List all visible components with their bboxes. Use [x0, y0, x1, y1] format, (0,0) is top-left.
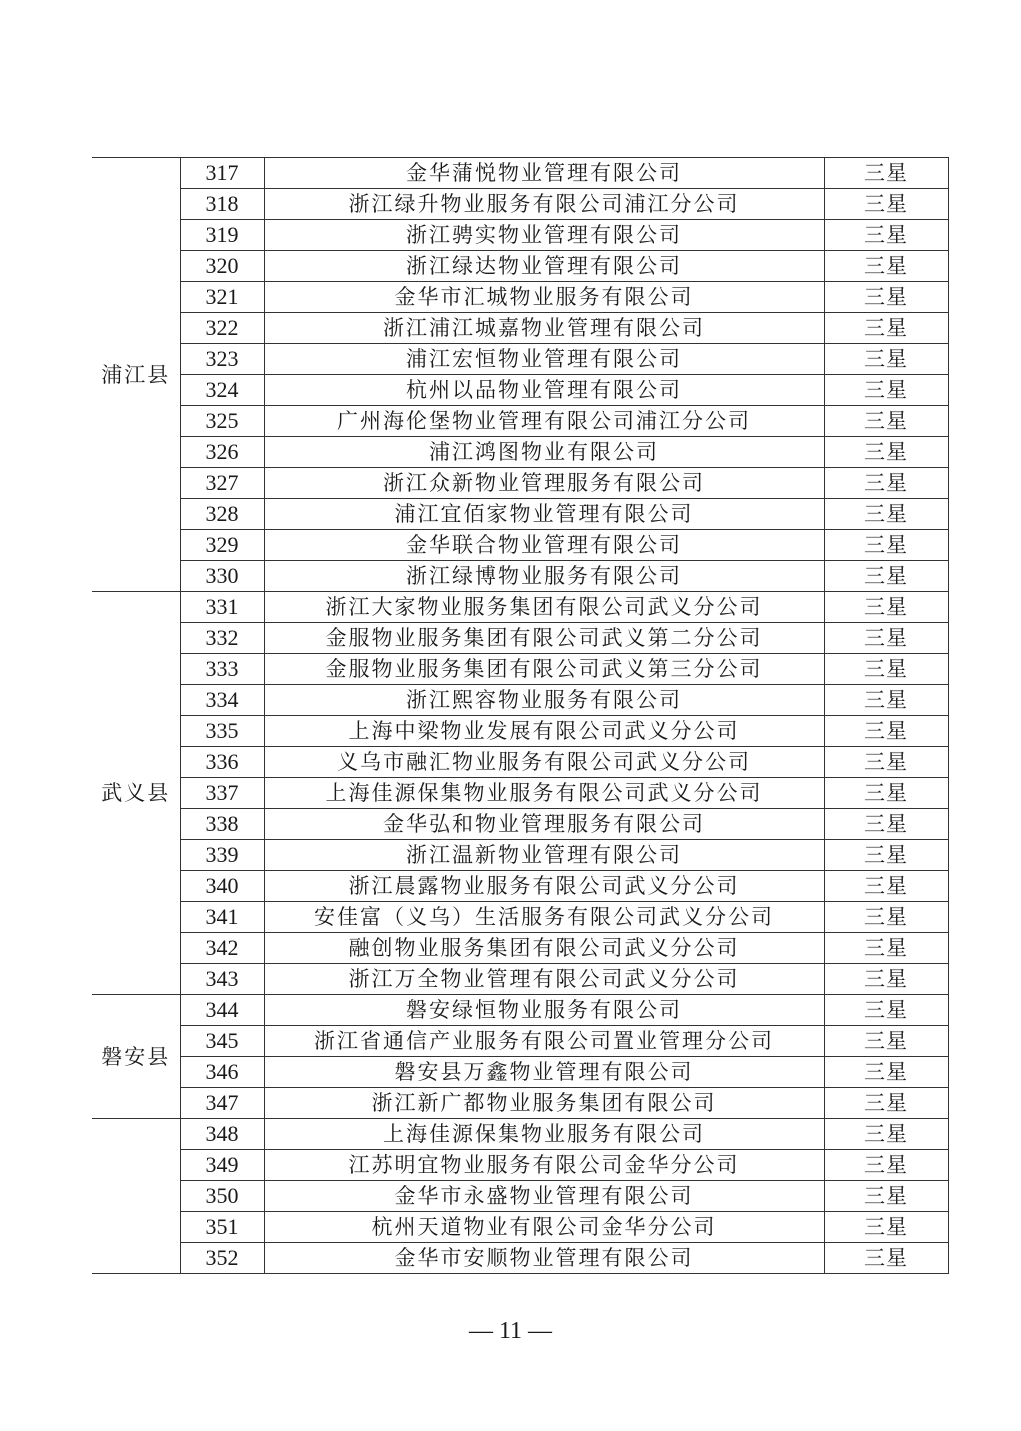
region-cell: 磐安县: [92, 995, 180, 1119]
star-rating: 三星: [824, 747, 948, 778]
company-name: 金华市永盛物业管理有限公司: [264, 1181, 824, 1212]
star-rating: 三星: [824, 623, 948, 654]
star-rating: 三星: [824, 1026, 948, 1057]
star-rating: 三星: [824, 189, 948, 220]
company-name: 金华蒲悦物业管理有限公司: [264, 158, 824, 189]
star-rating: 三星: [824, 1150, 948, 1181]
table-row: [92, 1181, 948, 1212]
row-number: 348: [180, 1119, 264, 1150]
table-row: [92, 468, 948, 499]
row-number: 318: [180, 189, 264, 220]
star-rating: 三星: [824, 716, 948, 747]
company-name: 浦江宜佰家物业管理有限公司: [264, 499, 824, 530]
table-row: [92, 840, 948, 871]
row-number: 329: [180, 530, 264, 561]
row-number: 345: [180, 1026, 264, 1057]
star-rating: 三星: [824, 499, 948, 530]
star-rating: 三星: [824, 251, 948, 282]
row-number: 332: [180, 623, 264, 654]
row-number: 326: [180, 437, 264, 468]
row-number: 352: [180, 1243, 264, 1274]
row-number: 349: [180, 1150, 264, 1181]
row-number: 340: [180, 871, 264, 902]
row-number: 331: [180, 592, 264, 623]
company-name: 金华联合物业管理有限公司: [264, 530, 824, 561]
company-name: 浙江温新物业管理有限公司: [264, 840, 824, 871]
company-name: 浙江众新物业管理服务有限公司: [264, 468, 824, 499]
row-number: 323: [180, 344, 264, 375]
table-row: [92, 282, 948, 313]
table-row: [92, 499, 948, 530]
star-rating: 三星: [824, 654, 948, 685]
row-number: 344: [180, 995, 264, 1026]
star-rating: 三星: [824, 995, 948, 1026]
table-row: [92, 747, 948, 778]
star-rating: 三星: [824, 437, 948, 468]
star-rating: 三星: [824, 313, 948, 344]
table-row: [92, 623, 948, 654]
star-rating: 三星: [824, 344, 948, 375]
star-rating: 三星: [824, 282, 948, 313]
star-rating: 三星: [824, 840, 948, 871]
company-name: 磐安绿恒物业服务有限公司: [264, 995, 824, 1026]
star-rating: 三星: [824, 530, 948, 561]
company-name: 江苏明宜物业服务有限公司金华分公司: [264, 1150, 824, 1181]
table-row: [92, 437, 948, 468]
star-rating: 三星: [824, 933, 948, 964]
table-row: [92, 1212, 948, 1243]
table-row: [92, 716, 948, 747]
company-name: 融创物业服务集团有限公司武义分公司: [264, 933, 824, 964]
company-name: 浙江浦江城嘉物业管理有限公司: [264, 313, 824, 344]
company-name: 浙江晨露物业服务有限公司武义分公司: [264, 871, 824, 902]
company-name: 浙江绿达物业管理有限公司: [264, 251, 824, 282]
star-rating: 三星: [824, 592, 948, 623]
table-row: [92, 530, 948, 561]
star-rating: 三星: [824, 778, 948, 809]
row-number: 346: [180, 1057, 264, 1088]
table-row: [92, 251, 948, 282]
row-number: 339: [180, 840, 264, 871]
row-number: 321: [180, 282, 264, 313]
row-number: 347: [180, 1088, 264, 1119]
table-row: [92, 1243, 948, 1274]
row-number: 322: [180, 313, 264, 344]
table-row: [92, 406, 948, 437]
table-row: [92, 344, 948, 375]
table-row: [92, 778, 948, 809]
star-rating: 三星: [824, 1057, 948, 1088]
company-name: 杭州以品物业管理有限公司: [264, 375, 824, 406]
company-name: 安佳富（义乌）生活服务有限公司武义分公司: [264, 902, 824, 933]
row-number: 341: [180, 902, 264, 933]
table-row: [92, 964, 948, 995]
star-rating: 三星: [824, 375, 948, 406]
company-name: 义乌市融汇物业服务有限公司武义分公司: [264, 747, 824, 778]
table-row: [92, 220, 948, 251]
company-name: 浙江大家物业服务集团有限公司武义分公司: [264, 592, 824, 623]
table-row: [92, 1119, 948, 1150]
table-row: [92, 313, 948, 344]
star-rating: 三星: [824, 220, 948, 251]
company-name: 浦江宏恒物业管理有限公司: [264, 344, 824, 375]
table-row: [92, 592, 948, 623]
row-number: 334: [180, 685, 264, 716]
company-name: 上海中梁物业发展有限公司武义分公司: [264, 716, 824, 747]
company-name: 浙江绿升物业服务有限公司浦江分公司: [264, 189, 824, 220]
company-name: 浙江新广都物业服务集团有限公司: [264, 1088, 824, 1119]
property-rating-table: [92, 157, 949, 1274]
star-rating: 三星: [824, 1212, 948, 1243]
table-row: [92, 189, 948, 220]
star-rating: 三星: [824, 1243, 948, 1274]
company-name: 浙江熙容物业服务有限公司: [264, 685, 824, 716]
row-number: 324: [180, 375, 264, 406]
table-row: [92, 1088, 948, 1119]
company-name: 金华市安顺物业管理有限公司: [264, 1243, 824, 1274]
region-cell: 浦江县: [92, 158, 180, 592]
table-row: [92, 654, 948, 685]
company-name: 金华弘和物业管理服务有限公司: [264, 809, 824, 840]
company-name: 金华市汇城物业服务有限公司: [264, 282, 824, 313]
company-name: 浙江省通信产业服务有限公司置业管理分公司: [264, 1026, 824, 1057]
star-rating: 三星: [824, 1088, 948, 1119]
table-row: [92, 902, 948, 933]
star-rating: 三星: [824, 1119, 948, 1150]
page-number: — 11 —: [468, 1318, 553, 1344]
table-row: [92, 995, 948, 1026]
star-rating: 三星: [824, 1181, 948, 1212]
star-rating: 三星: [824, 561, 948, 592]
company-name: 上海佳源保集物业服务有限公司武义分公司: [264, 778, 824, 809]
region-cell: 武义县: [92, 592, 180, 995]
star-rating: 三星: [824, 685, 948, 716]
table-row: [92, 1026, 948, 1057]
company-name: 磐安县万鑫物业管理有限公司: [264, 1057, 824, 1088]
row-number: 335: [180, 716, 264, 747]
row-number: 342: [180, 933, 264, 964]
company-name: 浙江万全物业管理有限公司武义分公司: [264, 964, 824, 995]
row-number: 330: [180, 561, 264, 592]
star-rating: 三星: [824, 964, 948, 995]
company-name: 浙江绿博物业服务有限公司: [264, 561, 824, 592]
region-cell: [92, 1119, 180, 1274]
table-body: [92, 158, 948, 1274]
row-number: 350: [180, 1181, 264, 1212]
company-name: 上海佳源保集物业服务有限公司: [264, 1119, 824, 1150]
company-name: 浦江鸿图物业有限公司: [264, 437, 824, 468]
row-number: 337: [180, 778, 264, 809]
company-name: 金服物业服务集团有限公司武义第二分公司: [264, 623, 824, 654]
company-name: 金服物业服务集团有限公司武义第三分公司: [264, 654, 824, 685]
star-rating: 三星: [824, 809, 948, 840]
row-number: 338: [180, 809, 264, 840]
star-rating: 三星: [824, 158, 948, 189]
star-rating: 三星: [824, 871, 948, 902]
table-row: [92, 1150, 948, 1181]
star-rating: 三星: [824, 406, 948, 437]
row-number: 328: [180, 499, 264, 530]
row-number: 333: [180, 654, 264, 685]
row-number: 351: [180, 1212, 264, 1243]
row-number: 317: [180, 158, 264, 189]
star-rating: 三星: [824, 468, 948, 499]
table-row: [92, 1057, 948, 1088]
star-rating: 三星: [824, 902, 948, 933]
table-row: [92, 871, 948, 902]
table-row: [92, 158, 948, 189]
table-row: [92, 933, 948, 964]
row-number: 325: [180, 406, 264, 437]
company-name: 广州海伦堡物业管理有限公司浦江分公司: [264, 406, 824, 437]
row-number: 320: [180, 251, 264, 282]
row-number: 319: [180, 220, 264, 251]
company-name: 杭州天道物业有限公司金华分公司: [264, 1212, 824, 1243]
row-number: 343: [180, 964, 264, 995]
table-row: [92, 561, 948, 592]
row-number: 336: [180, 747, 264, 778]
table-row: [92, 809, 948, 840]
table-row: [92, 375, 948, 406]
row-number: 327: [180, 468, 264, 499]
company-name: 浙江骋实物业管理有限公司: [264, 220, 824, 251]
table-row: [92, 685, 948, 716]
